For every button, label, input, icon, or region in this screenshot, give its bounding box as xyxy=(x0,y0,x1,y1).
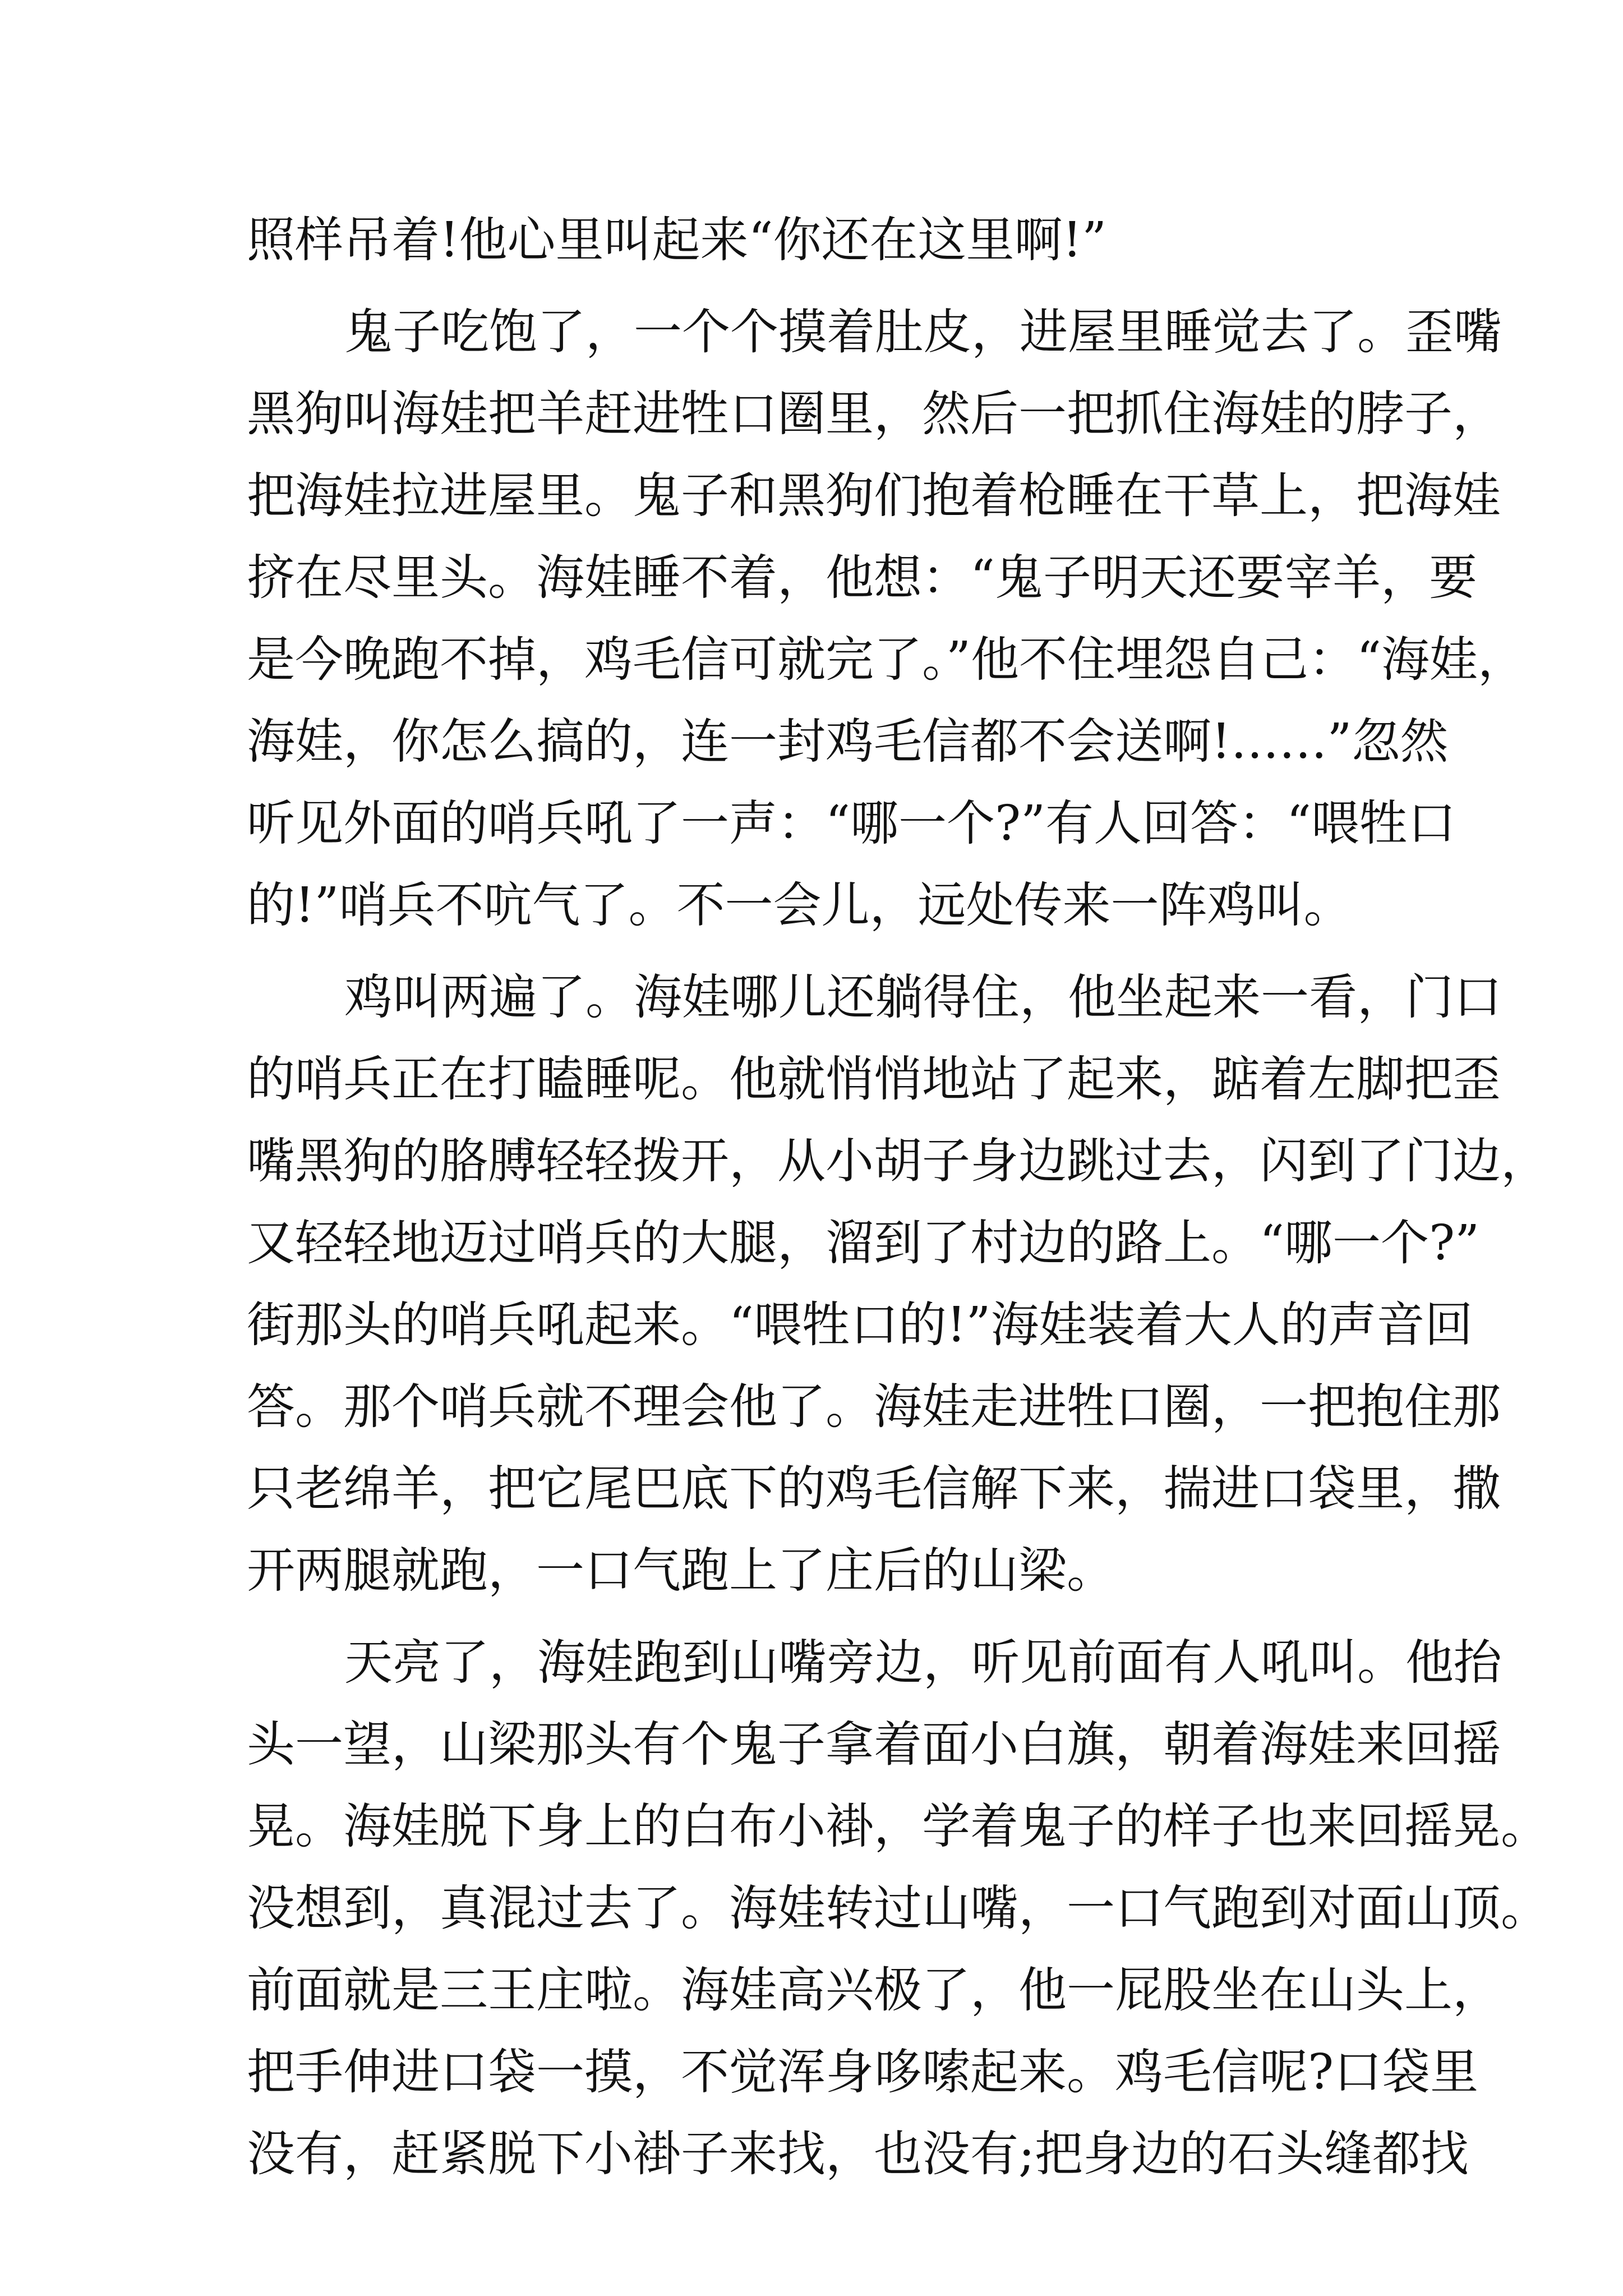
text-line: 前面就是三王庄啦。海娃高兴极了，他一屁股坐在山头上， xyxy=(247,1962,1501,2018)
text-line: 答。那个哨兵就不理会他了。海娃走进牲口圈，一把抱住那 xyxy=(247,1379,1501,1435)
text-line: 的!”哨兵不吭气了。不一会儿，远处传来一阵鸡叫。 xyxy=(247,877,1352,933)
text-line: 嘴黑狗的胳膊轻轻拨开，从小胡子身边跳过去，闪到了门边， xyxy=(247,1133,1549,1189)
text-line: 没想到，真混过去了。海娃转过山嘴，一口气跑到对面山顶。 xyxy=(247,1880,1549,1936)
paragraph-gap xyxy=(247,281,1436,291)
text-line: 又轻轻地迈过哨兵的大腿，溜到了村边的路上。“哪一个?” xyxy=(247,1215,1480,1271)
text-line: 黑狗叫海娃把羊赶进牲口圈里，然后一把抓住海娃的脖子， xyxy=(247,386,1501,442)
text-line: 照样吊着!他心里叫起来“你还在这里啊!” xyxy=(247,212,1107,268)
text-line: 听见外面的哨兵吼了一声：“哪一个?”有人回答：“喂牲口 xyxy=(247,795,1456,852)
text-line: 天亮了，海娃跑到山嘴旁边，听见前面有人吼叫。他抬 xyxy=(344,1635,1502,1691)
text-line: 只老绵羊，把它尾巴底下的鸡毛信解下来，揣进口袋里，撒 xyxy=(247,1461,1501,1517)
body-text xyxy=(247,199,1549,2195)
paragraph-gap xyxy=(247,1612,1436,1622)
text-line: 是今晚跑不掉，鸡毛信可就完了。”他不住埋怨自己：“海娃， xyxy=(247,632,1526,688)
text-line: 海娃，你怎么搞的，连一封鸡毛信都不会送啊!……”忽然 xyxy=(247,714,1449,770)
text-line: 没有，赶紧脱下小褂子来找，也没有;把身边的石头缝都找 xyxy=(247,2126,1469,2182)
text-line: 把海娃拉进屋里。鬼子和黑狗们抱着枪睡在干草上，把海娃 xyxy=(247,468,1501,524)
text-line: 街那头的哨兵吼起来。“喂牲口的!”海娃装着大人的声音回 xyxy=(247,1297,1473,1353)
text-line: 鬼子吃饱了，一个个摸着肚皮，进屋里睡觉去了。歪嘴 xyxy=(344,304,1502,360)
text-line: 鸡叫两遍了。海娃哪儿还躺得住，他坐起来一看，门口 xyxy=(344,969,1502,1025)
text-line: 开两腿就跑，一口气跑上了庄后的山梁。 xyxy=(247,1543,1115,1599)
text-line: 挤在尽里头。海娃睡不着，他想：“鬼子明天还要宰羊，要 xyxy=(247,550,1477,606)
paragraph-gap xyxy=(247,946,1436,956)
text-line: 头一望，山梁那头有个鬼子拿着面小白旗，朝着海娃来回摇 xyxy=(247,1717,1501,1773)
text-line: 把手伸进口袋一摸，不觉浑身哆嗦起来。鸡毛信呢?口袋里 xyxy=(247,2044,1479,2100)
text-line: 晃。海娃脱下身上的白布小褂，学着鬼子的样子也来回摇晃。 xyxy=(247,1798,1549,1855)
text-line: 的哨兵正在打瞌睡呢。他就悄悄地站了起来，踮着左脚把歪 xyxy=(247,1051,1501,1107)
